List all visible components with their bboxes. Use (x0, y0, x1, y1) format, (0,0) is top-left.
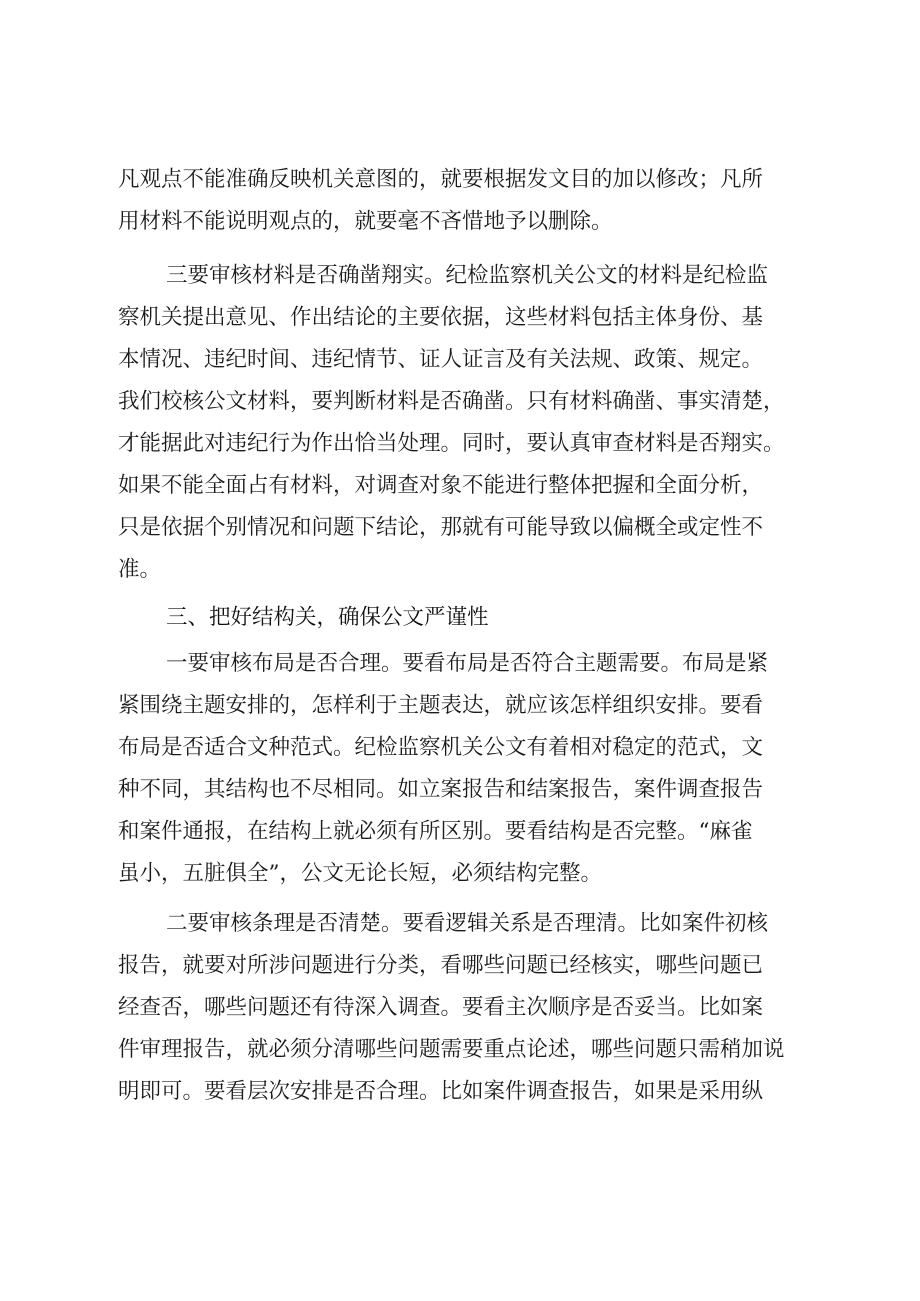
body-text-line: 明即可。要看层次安排是否合理。比如案件调查报告，如果是采用纵 (118, 1079, 764, 1104)
body-text-line: 虽小，五脏俱全”，公文无论长短，必须结构完整。 (118, 861, 602, 886)
body-text-line: 和案件通报，在结构上就必须有所区别。要看结构是否完整。“麻雀 (118, 819, 753, 844)
paragraph-start-line: 三要审核材料是否确凿翔实。纪检监察机关公文的材料是纪检监 (166, 263, 769, 288)
body-text-line: 种不同，其结构也不尽相同。如立案报告和结案报告，案件调查报告 (118, 777, 764, 802)
paragraph-start-line: 一要审核布局是否合理。要看布局是否符合主题需要。布局是紧 (166, 651, 769, 676)
body-text-line: 紧围绕主题安排的，怎样利于主题表达，就应该怎样组织安排。要看 (118, 693, 764, 718)
section-heading: 三、把好结构关，确保公文严谨性 (166, 605, 489, 630)
body-text-line: 如果不能全面占有材料，对调查对象不能进行整体把握和全面分析， (118, 473, 764, 498)
body-text-line: 准。 (118, 557, 162, 582)
body-text-line: 我们校核公文材料，要判断材料是否确凿。只有材料确凿、事实清楚， (118, 389, 785, 414)
body-text-line: 本情况、违纪时间、违纪情节、证人证言及有关法规、政策、规定。 (118, 347, 764, 372)
body-text-line: 只是依据个别情况和问题下结论，那就有可能导致以偏概全或定性不 (118, 515, 764, 540)
body-text-line: 凡观点不能准确反映机关意图的，就要根据发文目的加以修改；凡所 (118, 167, 764, 192)
body-text-line: 报告，就要对所涉问题进行分类，看哪些问题已经核实，哪些问题已 (118, 953, 764, 978)
body-text-line: 经查否，哪些问题还有待深入调查。要看主次顺序是否妥当。比如案 (118, 995, 764, 1020)
body-text-line: 布局是否适合文种范式。纪检监察机关公文有着相对稳定的范式，文 (118, 735, 764, 760)
body-text-line: 才能据此对违纪行为作出恰当处理。同时，要认真审查材料是否翔实。 (118, 431, 785, 456)
body-text-line: 用材料不能说明观点的，就要毫不吝惜地予以删除。 (118, 209, 613, 234)
paragraph-start-line: 二要审核条理是否清楚。要看逻辑关系是否理清。比如案件初核 (166, 911, 769, 936)
body-text-line: 察机关提出意见、作出结论的主要依据，这些材料包括主体身份、基 (118, 305, 764, 330)
body-text-line: 件审理报告，就必须分清哪些问题需要重点论述，哪些问题只需稍加说 (118, 1037, 785, 1062)
